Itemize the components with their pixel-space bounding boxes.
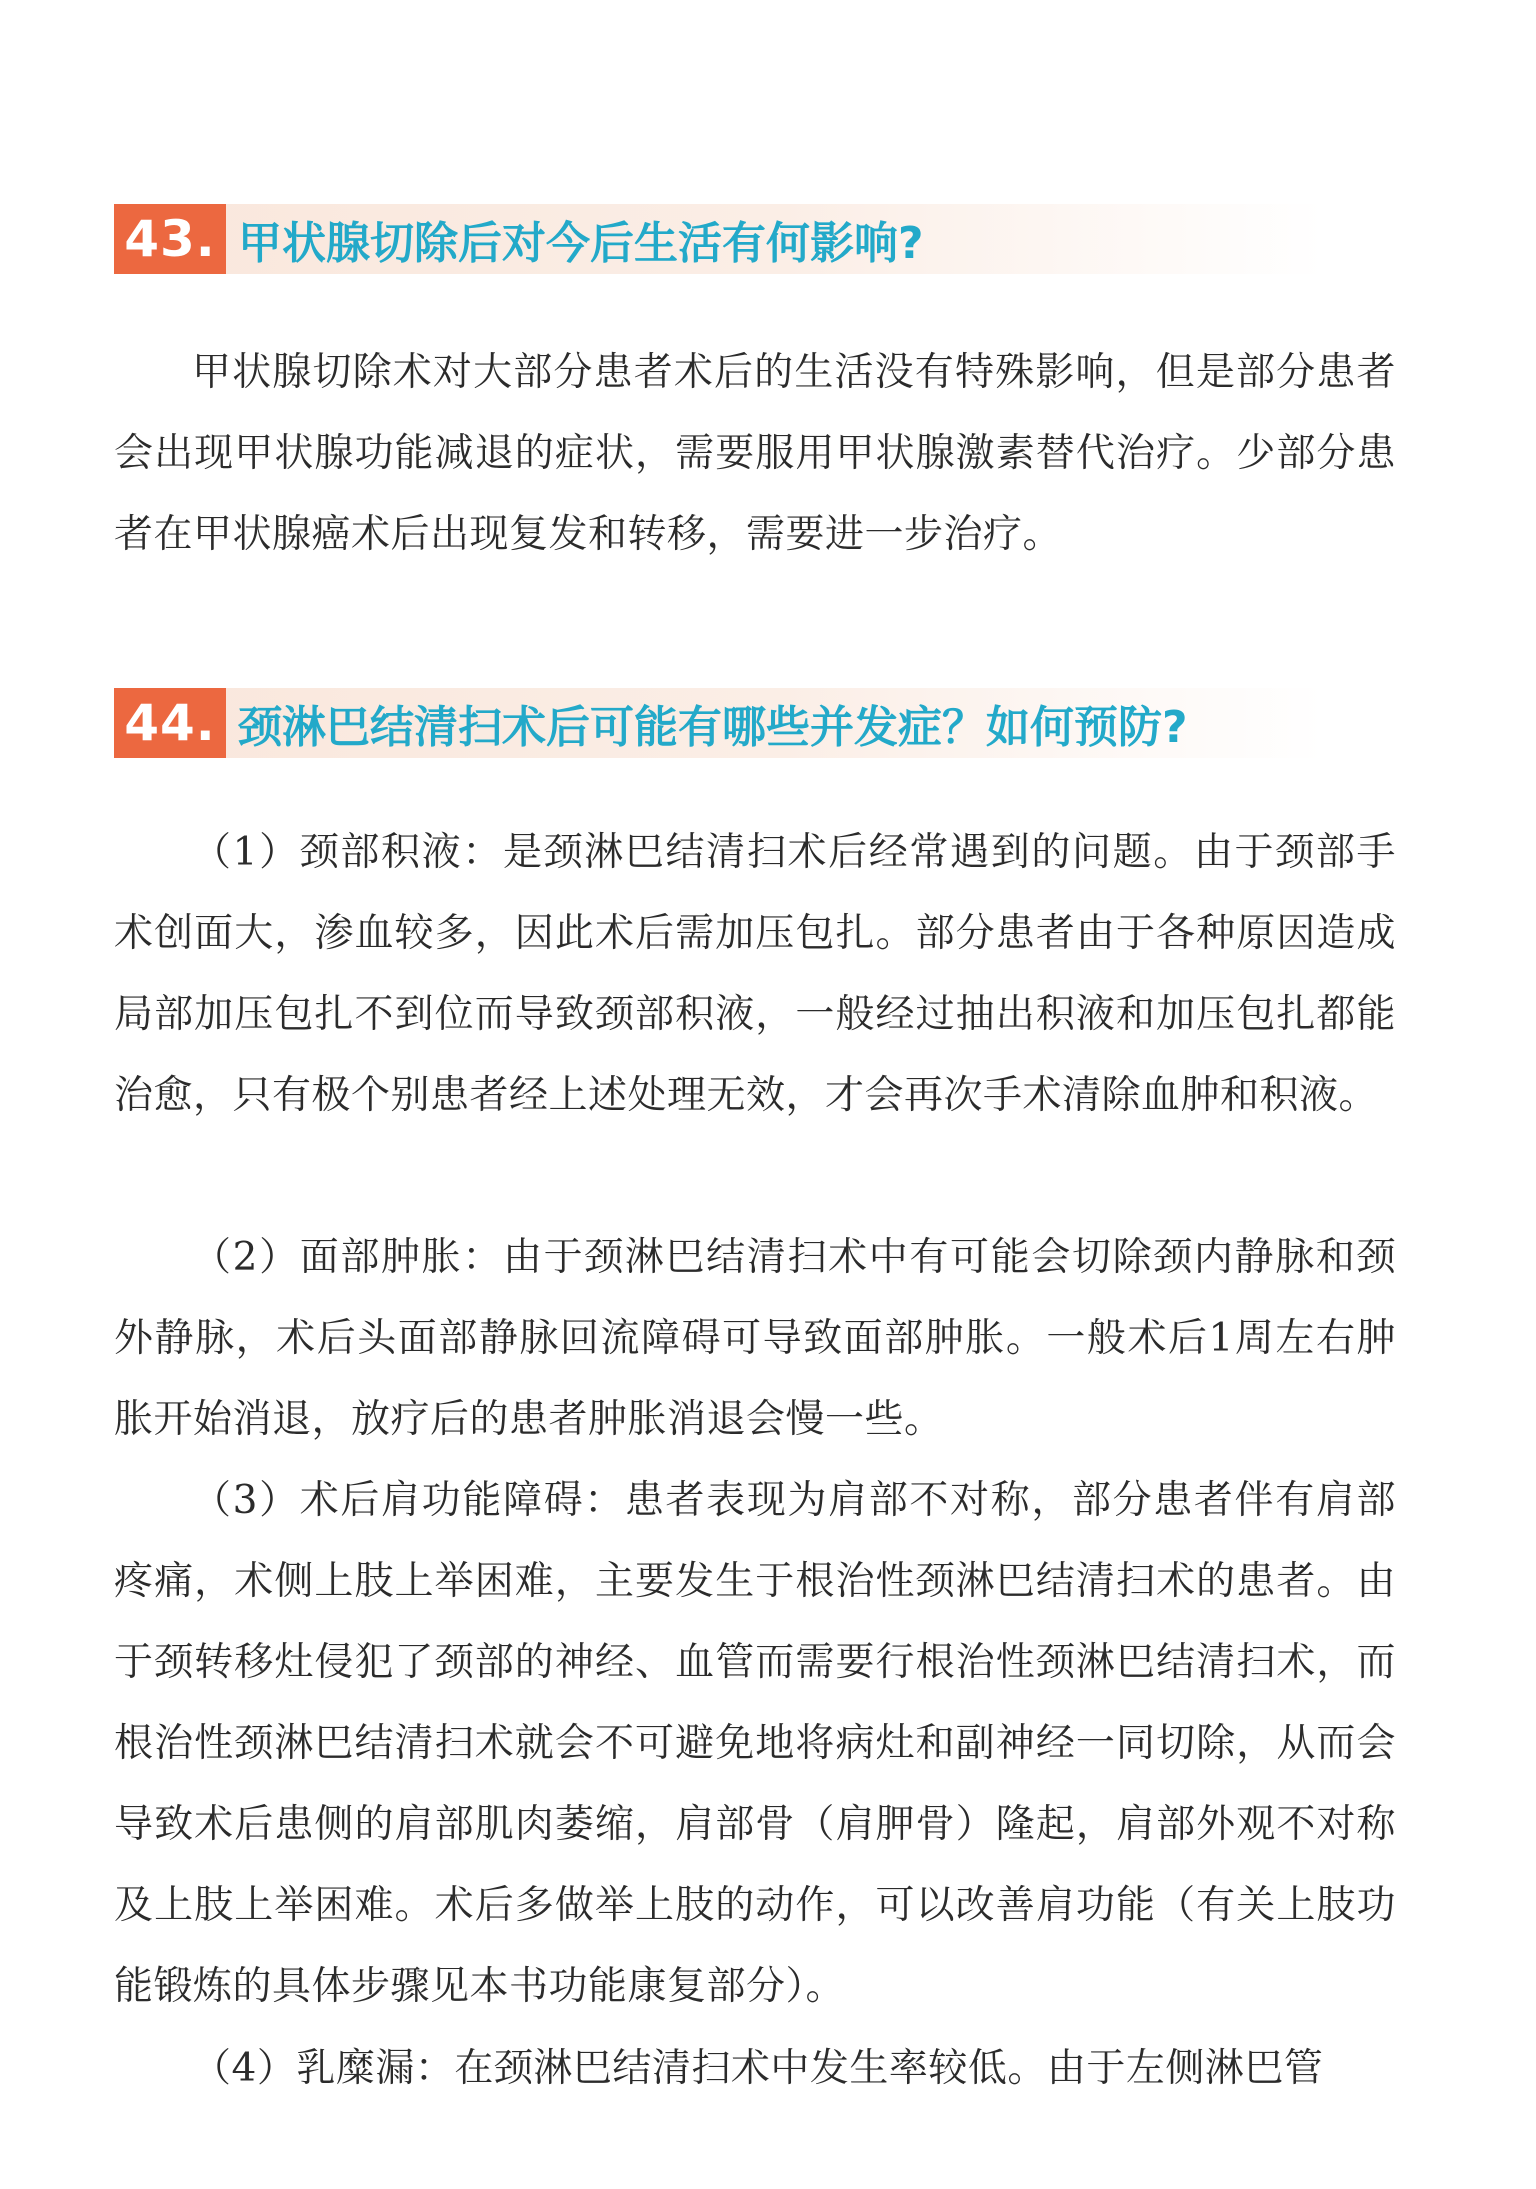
- section-title: 颈淋巴结清扫术后可能有哪些并发症？如何预防?: [238, 702, 1188, 753]
- section-title: 甲状腺切除后对今后生活有何影响?: [238, 218, 924, 269]
- section-heading-43: [114, 204, 1324, 274]
- paragraph: （1）颈部积液：是颈淋巴结清扫术后经常遇到的问题。由于颈部手术创面大，渗血较多，因此术后需加压包扎。部分患者由于各种原因造成局部加压包扎不到位而导致颈部积液，一般经过抽出积液和加压包扎都能治愈，只有极个别患者经上述处理无效，才会再次手术清除血肿和积液。: [114, 830, 1396, 1118]
- paragraph: 甲状腺切除术对大部分患者术后的生活没有特殊影响，但是部分患者会出现甲状腺功能减退的症状，需要服用甲状腺激素替代治疗。少部分患者在甲状腺癌术后出现复发和转移，需要进一步治疗。: [114, 350, 1396, 557]
- paragraph: （4）乳糜漏：在颈淋巴结清扫术中发生率较低。由于左侧淋巴管: [192, 2046, 1324, 2091]
- section-number-badge: 43.: [114, 204, 226, 274]
- paragraph: （2）面部肿胀：由于颈淋巴结清扫术中有可能会切除颈内静脉和颈外静脉，术后头面部静脉回流障碍可导致面部肿胀。一般术后1周左右肿胀开始消退，放疗后的患者肿胀消退会慢一些。: [114, 1235, 1396, 1442]
- paragraph: （3）术后肩功能障碍：患者表现为肩部不对称，部分患者伴有肩部疼痛，术侧上肢上举困难，主要发生于根治性颈淋巴结清扫术的患者。由于颈转移灶侵犯了颈部的神经、血管而需要行根治性颈淋巴结清扫术，而根治性颈淋巴结清扫术就会不可避免地将病灶和副神经一同切除，从而会导致术后患侧的肩部肌肉萎缩，肩部骨（肩胛骨）隆起，肩部外观不对称及上肢上举困难。术后多做举上肢的动作，可以改善肩功能（有关上肢功能锻炼的具体步骤见本书功能康复部分）。: [114, 1478, 1396, 2009]
- section-heading-44: [114, 688, 1324, 758]
- section-number-badge: 44.: [114, 688, 226, 758]
